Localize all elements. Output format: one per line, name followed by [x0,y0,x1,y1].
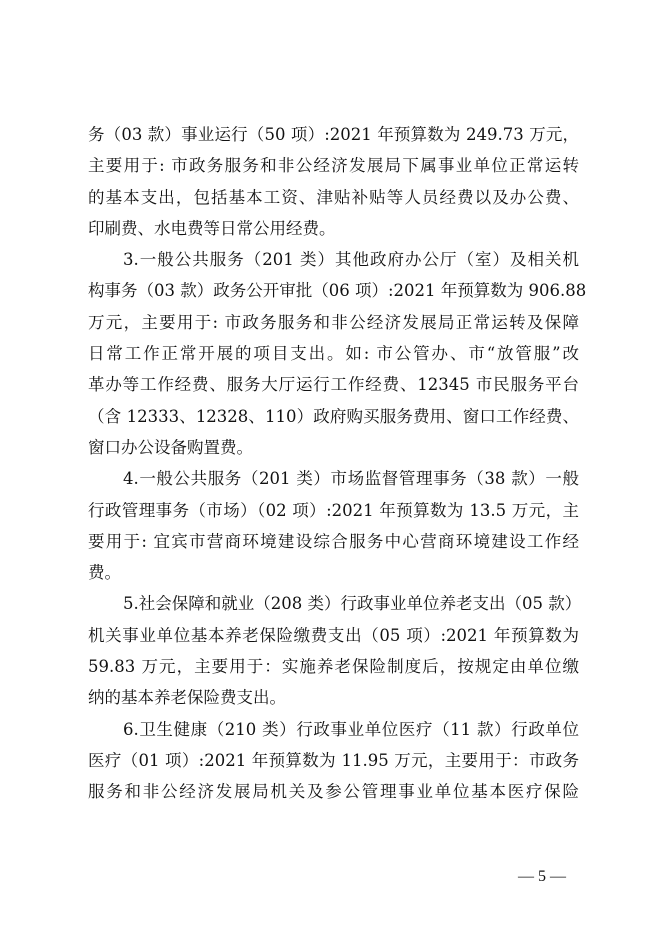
text-line: 4.一般公共服务（201 类）市场监督管理事务（38 款）一般 [123,469,579,489]
text-line: 印刷费、水电费等日常公用经费。 [88,218,336,238]
text-line: 6.卫生健康（210 类）行政事业单位医疗（11 款）行政单位 [123,719,579,739]
text-line: 构事务（03 款）政务公开审批（06 项）:2021 年预算数为 906.88 [88,281,587,301]
text-line: 59.83 万元，主要用于：实施养老保险制度后，按规定由单位缴 [88,657,579,677]
paragraph [88,463,579,588]
text-line: 日常工作正常开展的项目支出。如: 市公管办、市“放管服”改 [88,344,579,364]
text-line: 服务和非公经济发展局机关及参公管理事业单位基本医疗保险 [88,782,579,802]
paragraph [88,588,582,713]
text-line: 要用于: 宜宾市营商环境建设综合服务中心营商环境建设工作经 [88,531,579,551]
text-line: 务（03 款）事业运行（50 项）:2021 年预算数为 249.73 万元， [88,125,579,144]
document-body [88,119,587,808]
text-line: 万元，主要用于: 市政务服务和非公经济发展局正常运转及保障 [88,312,579,332]
paragraph [88,119,579,244]
text-line: （含 12333、12328、110）政府购买服务费用、窗口工作经费、 [88,406,579,426]
paragraph [88,244,587,463]
text-line: 费。 [88,563,121,583]
text-line: 3.一般公共服务（201 类）其他政府办公厅（室）及相关机 [123,250,579,270]
text-line: 纳的基本养老保险费支出。 [88,688,286,708]
page-number: — 5 — [518,868,566,885]
text-line: 窗口办公设备购置费。 [88,437,253,457]
text-line: 行政管理事务（市场）（02 项）:2021 年预算数为 13.5 万元，主 [88,500,579,520]
text-line: 的基本支出，包括基本工资、津贴补贴等人员经费以及办公费、 [88,187,579,207]
paragraph [88,714,579,808]
text-line: 5.社会保障和就业（208 类）行政事业单位养老支出（05 款） [123,594,582,614]
text-line: 革办等工作经费、服务大厅运行工作经费、12345 市民服务平台 [88,375,579,395]
text-line: 医疗（01 项）:2021 年预算数为 11.95 万元，主要用于：市政务 [88,750,579,770]
text-line: 机关事业单位基本养老保险缴费支出（05 项）:2021 年预算数为 [88,625,579,645]
text-line: 主要用于: 市政务服务和非公经济发展局下属事业单位正常运转 [88,156,579,176]
